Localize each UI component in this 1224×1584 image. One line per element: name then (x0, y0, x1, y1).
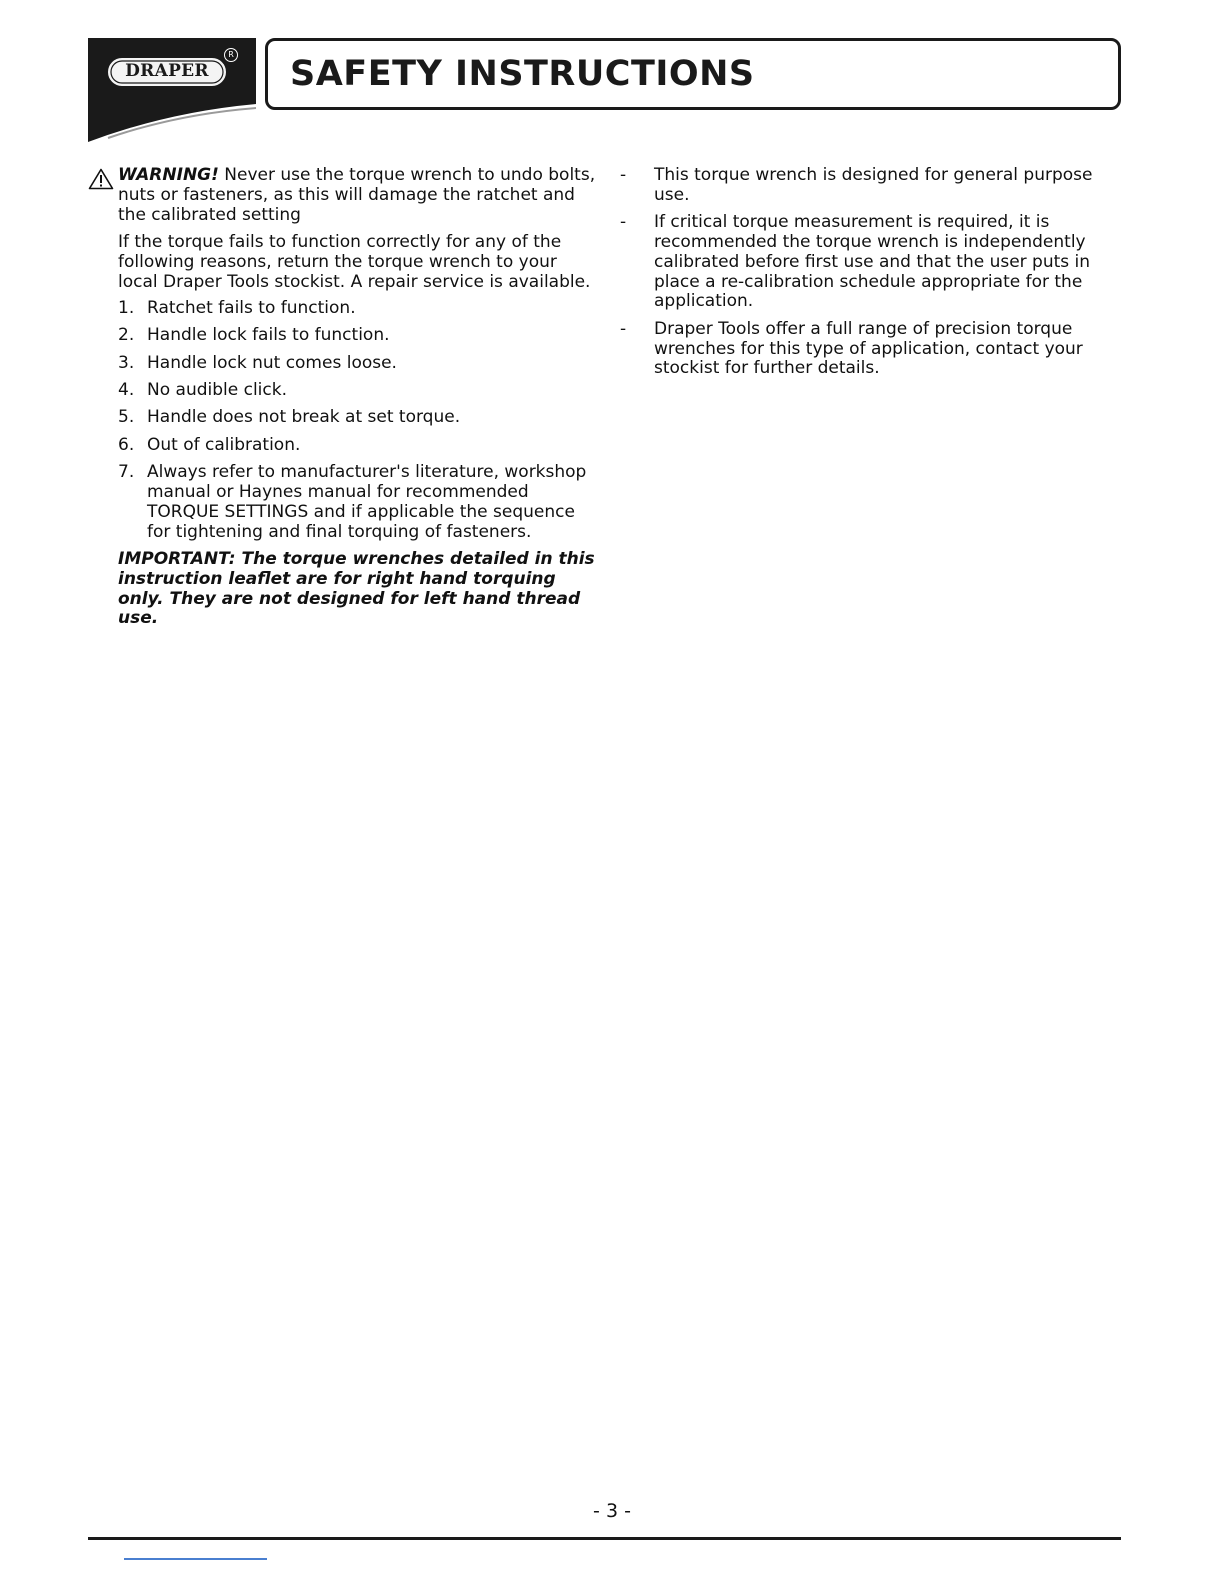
dash-bullet: - (620, 318, 627, 339)
list-number: 3. (118, 352, 135, 373)
list-item (118, 436, 598, 456)
list-text: Ratchet fails to function. (147, 297, 356, 318)
list-text: Always refer to manufacturer's literature, workshop manual or Haynes manual for recommended TORQUE SETTINGS and if applicable the sequence for tightening and final torquing of fasteners. (147, 462, 587, 542)
list-number: 1. (118, 297, 135, 318)
note-text: Draper Tools offer a full range of precision torque wrenches for this type of application, contact your stockist for further details. (654, 318, 1083, 379)
list-text: No audible click. (147, 379, 287, 400)
footer-link-underline (124, 1558, 267, 1560)
page-title: SAFETY INSTRUCTIONS (290, 54, 755, 94)
list-number: 4. (118, 379, 135, 400)
list-number: 2. (118, 325, 135, 346)
left-column (88, 166, 598, 629)
list-text: Handle does not break at set torque. (147, 407, 461, 428)
list-text: Out of calibration. (147, 434, 301, 455)
right-column (620, 166, 1120, 387)
footer-divider (88, 1537, 1121, 1540)
list-text: Handle lock nut comes loose. (147, 352, 397, 373)
list-item (620, 320, 1120, 379)
warning-paragraph (88, 166, 598, 225)
list-item (118, 381, 598, 401)
list-item (118, 354, 598, 374)
warning-text: Never use the torque wrench to undo bolts, nuts or fasteners, as this will damage the ratchet and the calibrated setting (118, 165, 596, 225)
list-item (118, 326, 598, 346)
note-text: This torque wrench is designed for general purpose use. (654, 165, 1093, 205)
important-note: IMPORTANT: The torque wrenches detailed in this instruction leaflet are for right hand torquing only. They are not designed for left hand thread use. (118, 548, 595, 629)
list-item (118, 408, 598, 428)
notes-list (620, 166, 1120, 379)
list-item (118, 299, 598, 319)
list-number: 6. (118, 434, 135, 455)
title-box (265, 38, 1121, 110)
list-item (118, 463, 598, 542)
registered-mark: R (224, 48, 238, 62)
intro-paragraph: If the torque fails to function correctly for any of the following reasons, return the torque wrench to your local Draper Tools stockist. A repair service is available. (118, 232, 591, 292)
note-text: If critical torque measurement is required, it is recommended the torque wrench is independently calibrated before first use and that the user puts in place a re-calibration schedule appropriate for the application. (654, 212, 1091, 312)
draper-logo (88, 38, 256, 146)
list-text: Handle lock fails to function. (147, 325, 390, 346)
warning-label: WARNING! (118, 165, 219, 185)
list-item (620, 166, 1120, 206)
warning-triangle-icon (88, 168, 114, 190)
list-number: 5. (118, 407, 135, 428)
list-item (620, 213, 1120, 312)
fault-list (88, 299, 598, 543)
list-number: 7. (118, 462, 135, 483)
dash-bullet: - (620, 165, 627, 185)
dash-bullet: - (620, 212, 627, 233)
logo-wordmark: DRAPER (125, 61, 209, 81)
page-number: - 3 - (593, 1500, 631, 1522)
